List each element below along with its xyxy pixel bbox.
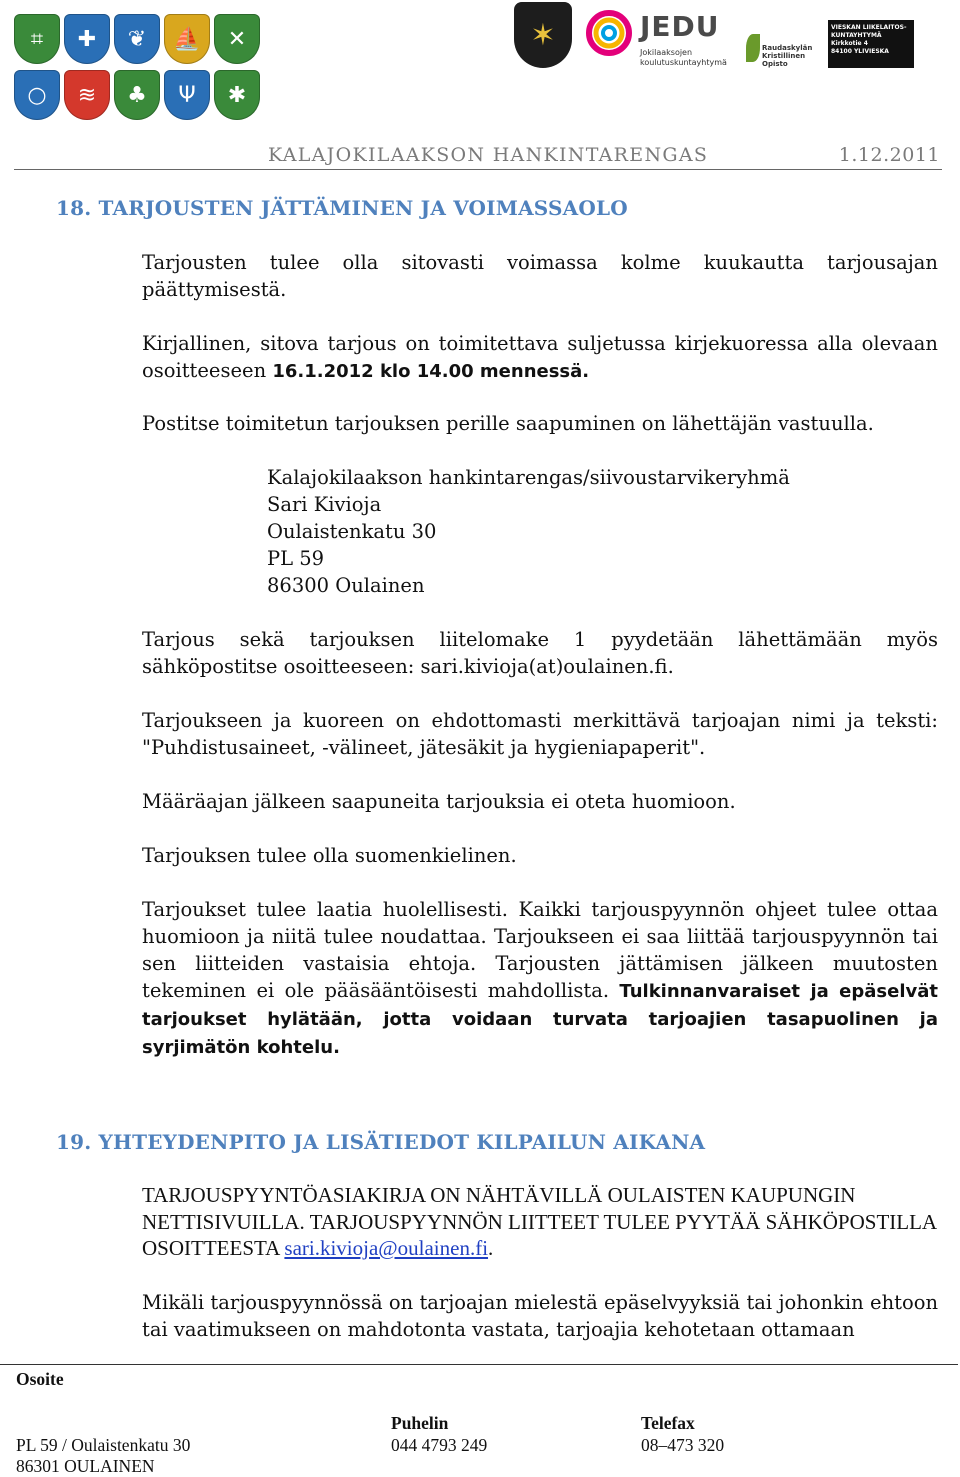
instructions-rejection: Tulkinnanvaraiset ja epäselvät tarjoukset hylätään, jotta voidaan turvata tarjoajien tasapuolinen ja syrjimätön kohtelu.: [142, 981, 939, 1058]
footer-fax-label: Telefax: [641, 1413, 695, 1433]
crest-trees-icon: ♣: [114, 70, 160, 120]
vieska-line: KUNTAYHTYMÄ: [831, 32, 882, 39]
paragraph-questions: Mikäli tarjouspyynnössä on tarjoajan mielestä epäselvyyksiä tai johonkin ehtoon tai vaatimukseen on mahdotonta vastata, tarjoajia kehotetaan ottamaan: [142, 1291, 938, 1341]
address-line: 86300 Oulainen: [267, 574, 425, 597]
paragraph-validity: Tarjousten tulee olla sitovasti voimassa kolme kuukautta tarjousajan päättymisestä.: [142, 251, 938, 301]
crest-trident-icon: Ψ: [164, 70, 210, 120]
header-divider: [14, 169, 942, 170]
leaf-icon: [746, 34, 760, 62]
instructions-text: Tarjoukset tulee laatia huolellisesti. Kaikki tarjouspyynnön ohjeet tulee ottaa huomioon ja niitä tulee noudattaa. Tarjoukseen ei saa liittää tarjouspyynnön tai sen liitteiden vastaisia ehtoja. Tarjousten jättämisen jälkeen muutosten tekeminen ei ole pääsääntöisesti mahdollista.: [142, 898, 938, 1002]
vieska-line: 84100 YLIVIESKA: [831, 48, 889, 55]
crest-swords-icon: ✕: [214, 14, 260, 64]
section-18-heading: 18. TARJOUSTEN JÄTTÄMINEN JA VOIMASSAOLO: [56, 196, 628, 220]
footer-address-line2: 86301 OULAINEN: [16, 1456, 155, 1476]
police-badge-icon: ✶: [530, 17, 556, 53]
section-19-heading: 19. YHTEYDENPITO JA LISÄTIEDOT KILPAILUN AIKANA: [56, 1130, 706, 1154]
vieska-logo: [828, 20, 914, 68]
paragraph-instructions: [142, 896, 938, 1061]
submission-text: Kirjallinen, sitova tarjous on toimitettava suljetussa kirjekuoressa alla olevaan osoitteeseen: [142, 332, 938, 382]
email-link[interactable]: sari.kivioja@oulainen.fi: [284, 1236, 489, 1260]
paragraph-deadline-rule: Määräajan jälkeen saapuneita tarjouksia ei oteta huomioon.: [142, 790, 736, 813]
header-title: KALAJOKILAAKSON HANKINTARENGAS: [268, 144, 709, 166]
footer-phone: 044 4793 249: [391, 1435, 488, 1455]
vieska-line: Kirkkotie 4: [831, 40, 868, 47]
footer-phone-label: Puhelin: [391, 1413, 449, 1433]
paragraph-email: Tarjous sekä tarjouksen liitelomake 1 pyydetään lähettämään myös sähköpostitse osoitteeseen: sari.kivioja(at)oulainen.fi.: [142, 628, 938, 678]
address-line: Kalajokilaakson hankintarengas/siivoustarvikeryhmä: [267, 466, 790, 489]
vieska-line: VIESKAN LIIKELAITOS-: [831, 24, 907, 31]
address-line: Oulaistenkatu 30: [267, 520, 437, 543]
jedu-ring-icon: [584, 8, 634, 58]
documents-text: TARJOUSPYYNTÖASIAKIRJA ON NÄHTÄVILLÄ OULAISTEN KAUPUNGIN NETTISIVUILLA. TARJOUSPYYNNÖN LIITTEET TULEE PYYTÄÄ SÄHKÖPOSTILLA OSOITTEESTA: [142, 1183, 936, 1260]
jedu-logo: [584, 6, 732, 70]
raudaskyla-logo: [746, 30, 816, 70]
crest-ship-icon: ⛵: [164, 14, 210, 64]
police-badge-logo: [514, 2, 572, 68]
crest-waves-icon: ≋: [64, 70, 110, 120]
paragraph-submission: [142, 330, 938, 385]
crest-crayfish-icon: ✱: [214, 70, 260, 120]
paragraph-documents: [142, 1182, 938, 1262]
paragraph-language: Tarjouksen tulee olla suomenkielinen.: [142, 844, 517, 867]
crest-bird-icon: ❦: [114, 14, 160, 64]
crest-cross-icon: ✚: [64, 14, 110, 64]
crest-ring-icon: ○: [14, 70, 60, 120]
address-line: PL 59: [267, 547, 325, 570]
municipal-crests: [14, 14, 266, 124]
jedu-name: JEDU: [640, 10, 720, 43]
submission-deadline: 16.1.2012 klo 14.00 mennessä.: [272, 361, 590, 382]
crest-gate-icon: ⌗: [14, 14, 60, 64]
footer-divider: [0, 1364, 958, 1365]
jedu-subtitle: Jokilaaksojen koulutuskuntayhtymä: [640, 48, 727, 67]
paragraph-delivery: Postitse toimitetun tarjouksen perille saapuminen on lähettäjän vastuulla.: [142, 412, 874, 435]
footer-fax: 08–473 320: [641, 1435, 725, 1455]
raudaskyla-text: Raudaskylän Kristillinen Opisto: [762, 44, 813, 68]
header-date: 1.12.2011: [838, 144, 940, 166]
paragraph-marking: Tarjoukseen ja kuoreen on ehdottomasti merkittävä tarjoajan nimi ja teksti: "Puhdistusaineet, -välineet, jätesäkit ja hygieniapaperit".: [142, 709, 938, 759]
address-line: Sari Kivioja: [267, 493, 382, 516]
footer-address-label: Osoite: [16, 1369, 64, 1389]
footer-address-line1: PL 59 / Oulaistenkatu 30: [16, 1435, 191, 1455]
documents-end: .: [488, 1236, 494, 1260]
delivery-address: [267, 464, 790, 599]
